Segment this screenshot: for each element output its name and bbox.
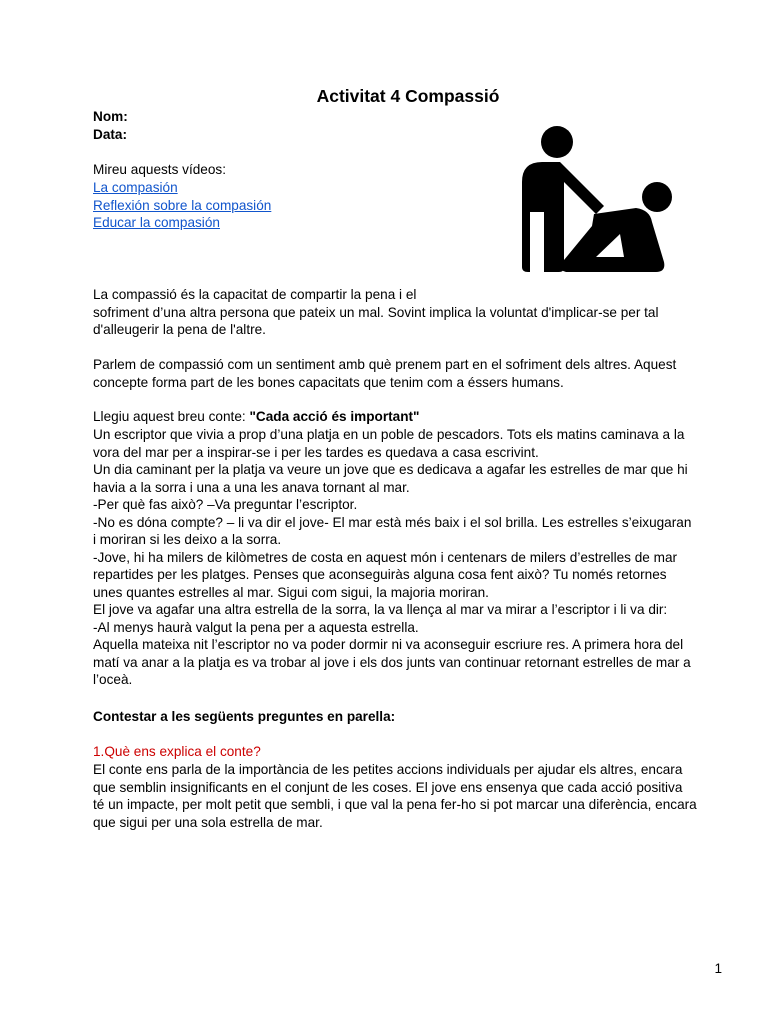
video-link-reflexion[interactable]: Reflexión sobre la compasión xyxy=(93,198,272,213)
parlem-line: Parlem de compassió com un sentiment amb què prenem part en el sofriment dels altres. Aquest xyxy=(93,357,677,372)
story-text xyxy=(93,426,733,689)
date-label: Data: xyxy=(93,127,127,142)
video-link-educar[interactable]: Educar la compasión xyxy=(93,215,220,230)
parlem-line: concepte forma part de les bones capacitats que tenim com a éssers humans. xyxy=(93,374,564,390)
story-line: El jove va agafar una altra estrella de la sorra, la va llença al mar va mirar a l’escriptor i li va dir: xyxy=(93,602,668,617)
story-intro xyxy=(93,408,419,426)
story-line: -Al menys haurà valgut la pena per a aquesta estrella. xyxy=(93,619,419,635)
answer-line: que sigui per una sola estrella de mar. xyxy=(93,814,323,830)
story-line: repartides per les platges. Penses que aconseguiràs alguna cosa fent això? Tu només retornes xyxy=(93,567,667,582)
definition-line: La compassió és la capacitat de compartir la pena i el xyxy=(93,287,417,302)
parlem-paragraph xyxy=(93,356,733,391)
page-title: Activitat 4 Compassió xyxy=(316,86,500,106)
definition-line: d'alleugerir la pena de l'altre. xyxy=(93,322,266,337)
answer-line: que semblin insignificants en el conjunt de les coses. El jove ens ensenya que cada acció positiva xyxy=(93,779,683,795)
story-line: vora del mar per a inspirar-se i per les tardes es quedava a casa escrivint. xyxy=(93,444,539,460)
story-intro-text: Llegiu aquest breu conte: xyxy=(93,409,250,424)
story-line: Aquella mateixa nit l’escriptor no va poder dormir ni va aconseguir escriure res. A primera hora del xyxy=(93,637,684,652)
story-line: Un escriptor que vivia a prop d’una platja en un poble de pescadors. Tots els matins caminava a la xyxy=(93,427,685,442)
story-line: havia a la sorra i una a una les anava tornant al mar. xyxy=(93,479,410,495)
story-line: -Per què fas això? –Va preguntar l’escriptor. xyxy=(93,497,358,512)
definition-paragraph xyxy=(93,286,733,339)
answer-1 xyxy=(93,761,733,831)
answer-line: té un impacte, per molt petit que sembli, i que val la pena fer-ho si pot marcar una diferència, encara xyxy=(93,797,697,812)
questions-heading: Contestar a les següents preguntes en parella: xyxy=(93,709,396,724)
story-title: "Cada acció és important" xyxy=(249,409,420,424)
videos-intro: Mireu aquests vídeos: xyxy=(93,162,226,177)
name-label: Nom: xyxy=(93,109,128,124)
video-link-la-compasion[interactable]: La compasión xyxy=(93,180,178,195)
story-line: matí va anar a la platja es va trobar al jove i els dos junts van continuar retornant estrelles de mar a xyxy=(93,654,691,670)
story-line: unes quantes estrelles al mar. Sigui com sigui, la majoria moriran. xyxy=(93,584,489,600)
story-line: i moriran si les deixo a la sorra. xyxy=(93,532,282,547)
definition-line: sofriment d’una altra persona que pateix un mal. Sovint implica la voluntat d'implicar-se per tal xyxy=(93,304,659,320)
story-line: Un dia caminant per la platja va veure un jove que es dedicava a agafar les estrelles de mar que hi xyxy=(93,462,688,477)
compassion-helping-person-icon xyxy=(512,122,676,274)
story-line: -No es dóna compte? – li va dir el jove- El mar està més baix i el sol brilla. Les estrelles s’eixugaran xyxy=(93,514,692,530)
question-1: 1.Què ens explica el conte? xyxy=(93,744,261,759)
story-line: l’oceà. xyxy=(93,672,133,687)
answer-line: El conte ens parla de la importància de les petites accions individuals per ajudar els altres, encara xyxy=(93,762,683,777)
story-line: -Jove, hi ha milers de kilòmetres de costa en aquest món i centenars de milers d’estrelles de mar xyxy=(93,549,678,565)
page-number: 1 xyxy=(714,961,722,976)
